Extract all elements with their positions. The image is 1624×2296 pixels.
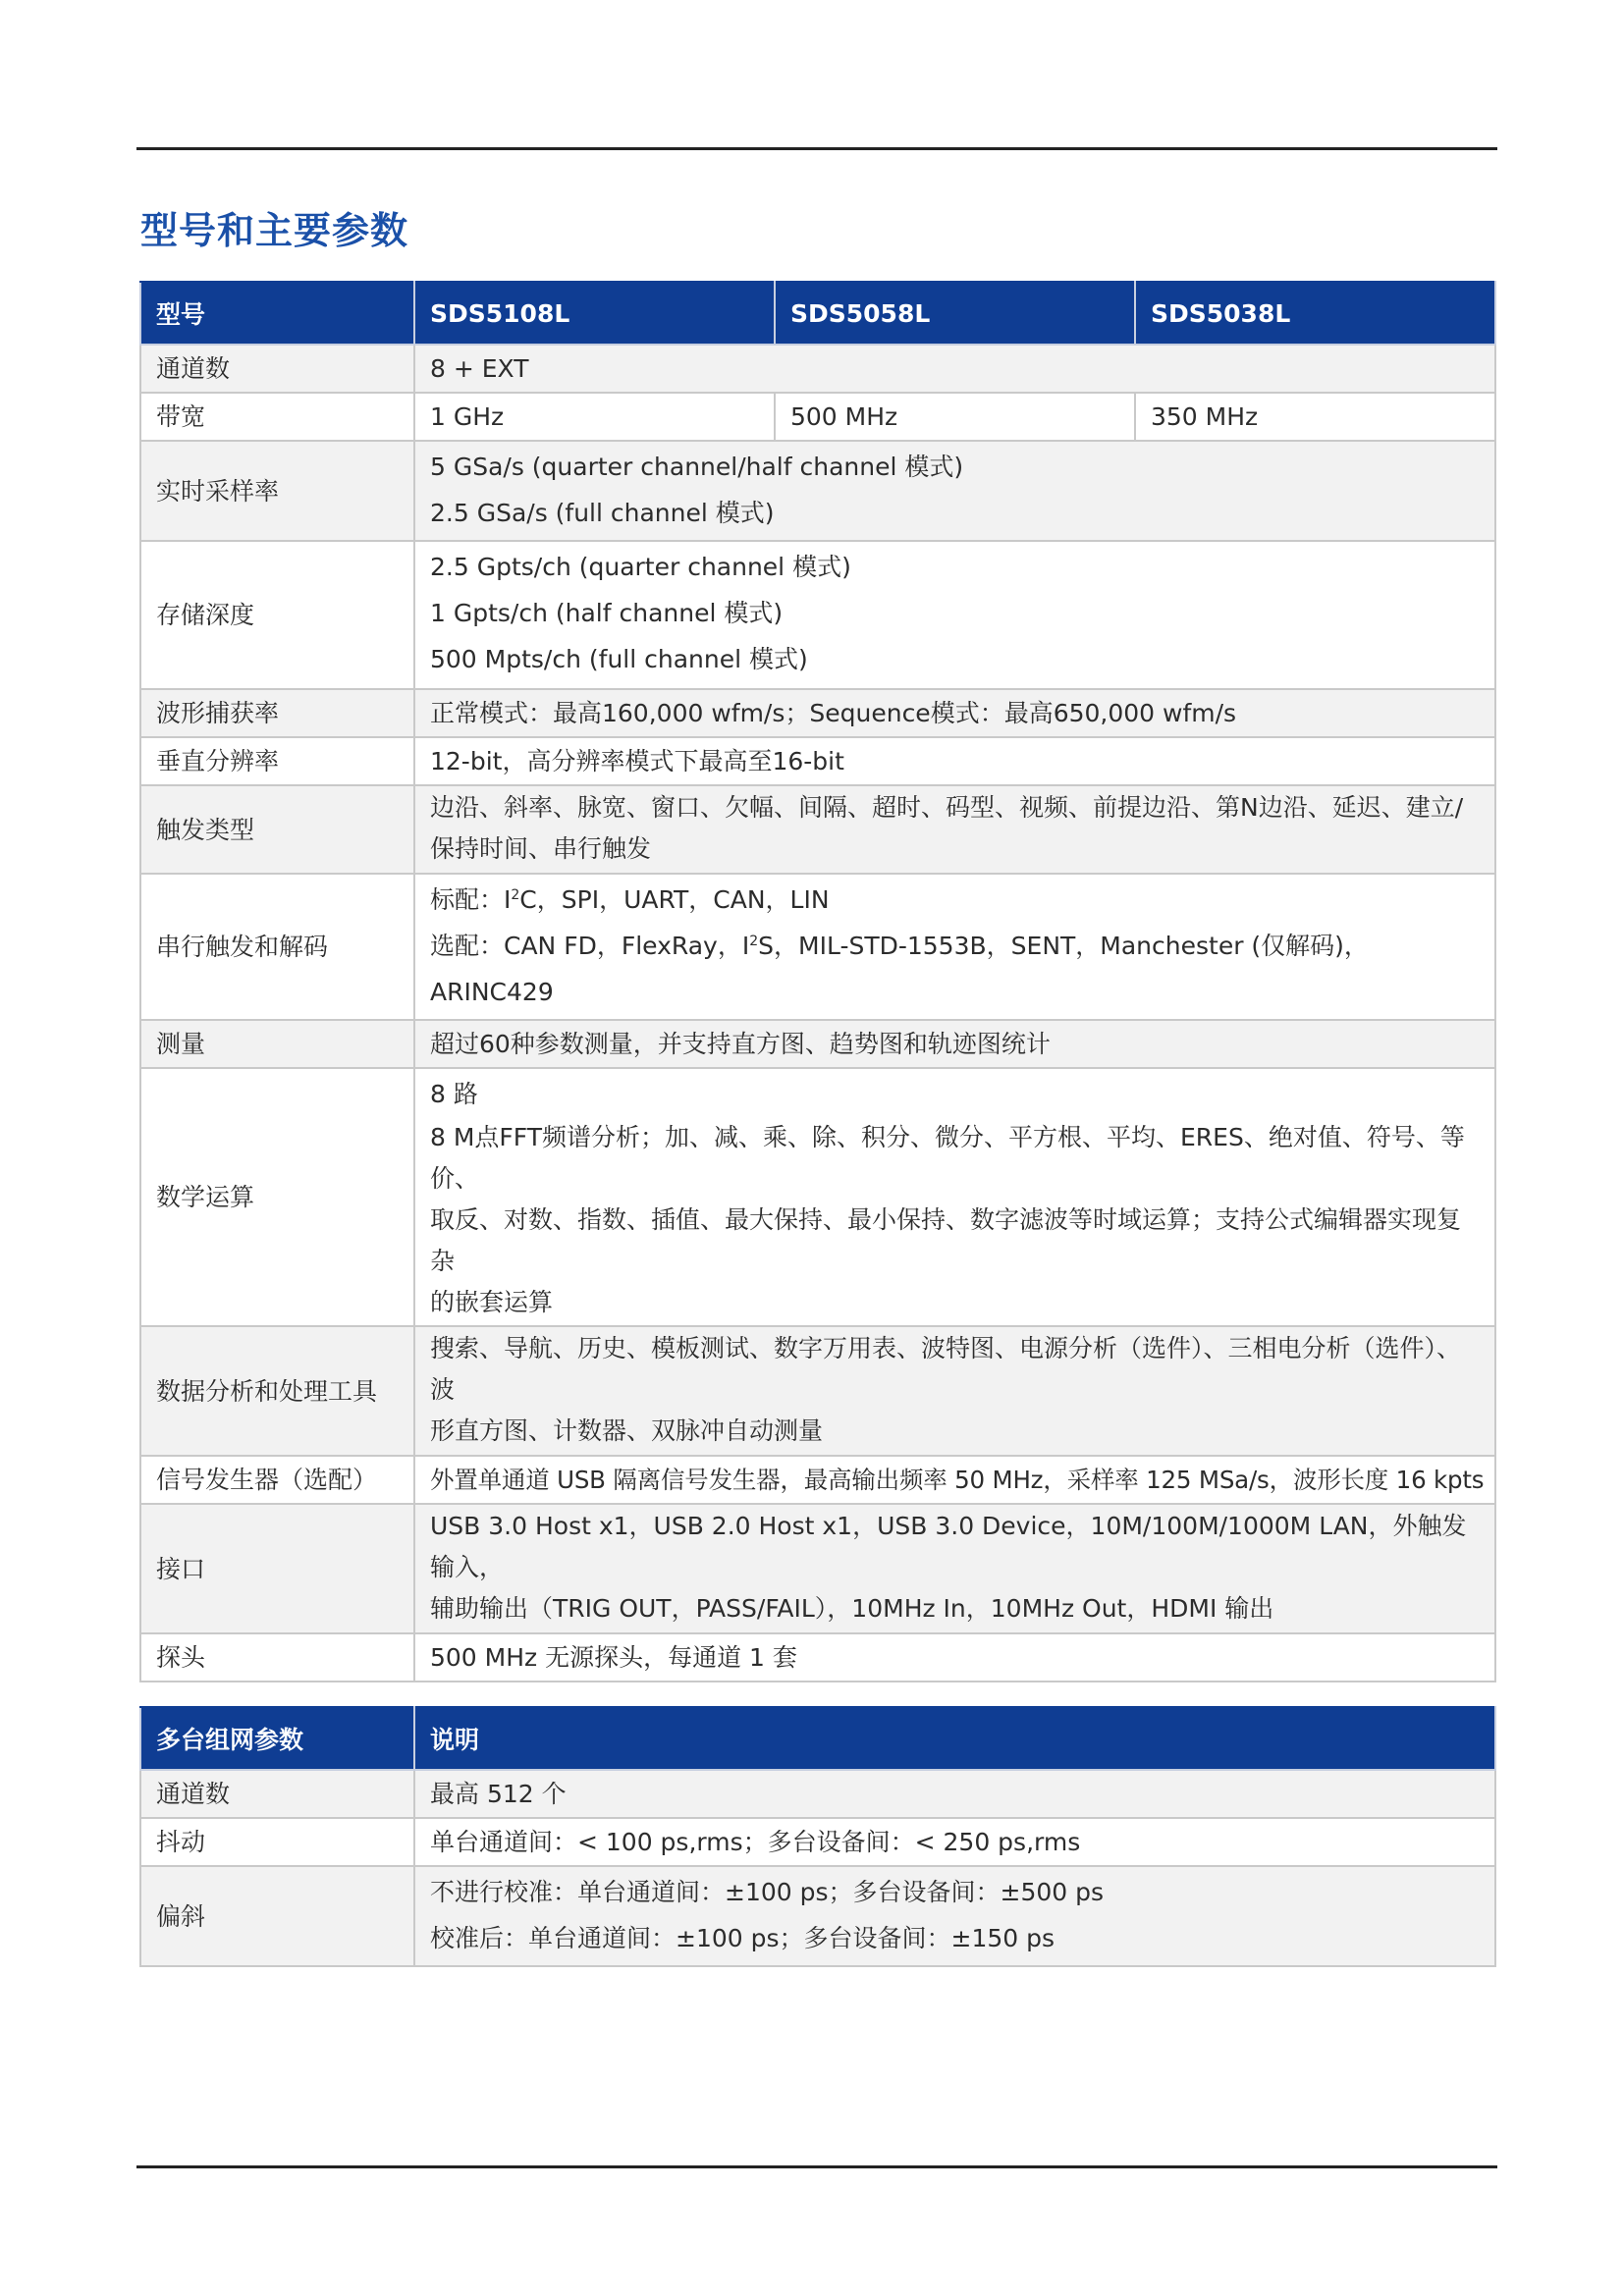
row-value-interfaces bbox=[414, 1504, 1495, 1633]
row-value-jitter: 单台通道间：< 100 ps,rms；多台设备间：< 250 ps,rms bbox=[414, 1818, 1495, 1866]
row-value-math bbox=[414, 1068, 1495, 1326]
footer-rule bbox=[136, 2165, 1497, 2168]
math-line: 取反、对数、指数、插值、最大保持、最小保持、数字滤波等时域运算；支持公式编辑器实现复杂 bbox=[430, 1205, 1462, 1275]
row-label-analysis-tools: 数据分析和处理工具 bbox=[140, 1326, 414, 1456]
row-label-sample-rate: 实时采样率 bbox=[140, 441, 414, 541]
table-row bbox=[140, 785, 1495, 874]
row-label-net-channels: 通道数 bbox=[140, 1770, 414, 1818]
row-label-serial-decode: 串行触发和解码 bbox=[140, 874, 414, 1020]
analysis-tools-line: 形直方图、计数器、双脉冲自动测量 bbox=[430, 1416, 824, 1445]
row-value-measurement: 超过60种参数测量，并支持直方图、趋势图和轨迹图统计 bbox=[414, 1020, 1495, 1068]
bandwidth-sds5108l: 1 GHz bbox=[414, 393, 775, 441]
trigger-types-line: 边沿、斜率、脉宽、窗口、欠幅、间隔、超时、码型、视频、前提边沿、第N边沿、延迟、建立/ bbox=[430, 793, 1464, 822]
table-row bbox=[140, 1456, 1495, 1504]
serial-decode-standard: 标配：$I^2C$，SPI，UART，CAN，LIN bbox=[430, 885, 830, 914]
math-line: 的嵌套运算 bbox=[430, 1288, 554, 1316]
header-model: 型号 bbox=[140, 282, 414, 345]
table-row bbox=[140, 874, 1495, 1020]
header-sds5038l: SDS5038L bbox=[1135, 282, 1495, 345]
row-value-memory-depth bbox=[414, 541, 1495, 689]
trigger-types-line: 保持时间、串行触发 bbox=[430, 834, 652, 863]
row-label-vertical-resolution: 垂直分辨率 bbox=[140, 737, 414, 785]
math-line: 8 M点FFT频谱分析；加、减、乘、除、积分、微分、平方根、平均、ERES、绝对值、符号、等价、 bbox=[430, 1123, 1465, 1193]
header-sds5058l: SDS5058L bbox=[775, 282, 1135, 345]
table-row bbox=[140, 1770, 1495, 1818]
sample-rate-line: 5 GSa/s (quarter channel/half channel 模式) bbox=[430, 453, 964, 481]
row-value-signal-generator: 外置单通道 USB 隔离信号发生器，最高输出频率 50 MHz，采样率 125 MSa/s，波形长度 16 kpts bbox=[414, 1456, 1495, 1504]
network-header-row bbox=[140, 1707, 1495, 1770]
network-table bbox=[139, 1706, 1496, 1967]
row-value-capture-rate: 正常模式：最高160,000 wfm/s；Sequence模式：最高650,000 wfm/s bbox=[414, 689, 1495, 737]
header-rule bbox=[136, 147, 1497, 150]
row-label-trigger-types: 触发类型 bbox=[140, 785, 414, 874]
memory-depth-line: 500 Mpts/ch (full channel 模式) bbox=[430, 645, 808, 673]
spec-table bbox=[139, 281, 1496, 1682]
row-value-serial-decode bbox=[414, 874, 1495, 1020]
serial-decode-optional: 选配：CAN FD，FlexRay，$I^2S$，MIL-STD-1553B，SENT，Manchester (仅解码)，ARINC429 bbox=[430, 932, 1369, 1006]
row-label-channels: 通道数 bbox=[140, 345, 414, 393]
row-label-capture-rate: 波形捕获率 bbox=[140, 689, 414, 737]
row-label-measurement: 测量 bbox=[140, 1020, 414, 1068]
row-value-net-channels: 最高 512 个 bbox=[414, 1770, 1495, 1818]
header-sds5108l: SDS5108L bbox=[414, 282, 775, 345]
table-row bbox=[140, 1068, 1495, 1326]
bandwidth-sds5038l: 350 MHz bbox=[1135, 393, 1495, 441]
row-label-skew: 偏斜 bbox=[140, 1866, 414, 1966]
memory-depth-line: 1 Gpts/ch (half channel 模式) bbox=[430, 599, 784, 627]
row-label-math: 数学运算 bbox=[140, 1068, 414, 1326]
memory-depth-line: 2.5 Gpts/ch (quarter channel 模式) bbox=[430, 553, 851, 581]
table-row bbox=[140, 541, 1495, 689]
table-row bbox=[140, 393, 1495, 441]
table-row bbox=[140, 1866, 1495, 1966]
row-value-analysis-tools bbox=[414, 1326, 1495, 1456]
table-row bbox=[140, 1020, 1495, 1068]
skew-line: 不进行校准：单台通道间：±100 ps；多台设备间：±500 ps bbox=[430, 1878, 1105, 1906]
analysis-tools-line: 搜索、导航、历史、模板测试、数字万用表、波特图、电源分析（选件）、三相电分析（选件）、波 bbox=[430, 1334, 1462, 1404]
table-row bbox=[140, 1633, 1495, 1682]
row-label-interfaces: 接口 bbox=[140, 1504, 414, 1633]
header-description: 说明 bbox=[414, 1707, 1495, 1770]
table-row bbox=[140, 1818, 1495, 1866]
row-value-channels: 8 + EXT bbox=[414, 345, 1495, 393]
row-label-probe: 探头 bbox=[140, 1633, 414, 1682]
sample-rate-line: 2.5 GSa/s (full channel 模式) bbox=[430, 499, 775, 527]
row-value-sample-rate bbox=[414, 441, 1495, 541]
row-value-trigger-types bbox=[414, 785, 1495, 874]
row-value-vertical-resolution: 12-bit，高分辨率模式下最高至16-bit bbox=[414, 737, 1495, 785]
table-row bbox=[140, 1326, 1495, 1456]
interfaces-line: 辅助输出（TRIG OUT，PASS/FAIL），10MHz In，10MHz Out，HDMI 输出 bbox=[430, 1594, 1274, 1623]
bandwidth-sds5058l: 500 MHz bbox=[775, 393, 1135, 441]
table-row bbox=[140, 1504, 1495, 1633]
table-row bbox=[140, 345, 1495, 393]
row-label-jitter: 抖动 bbox=[140, 1818, 414, 1866]
row-label-signal-generator: 信号发生器（选配） bbox=[140, 1456, 414, 1504]
math-line: 8 路 bbox=[430, 1080, 478, 1108]
table-row bbox=[140, 689, 1495, 737]
row-label-bandwidth: 带宽 bbox=[140, 393, 414, 441]
table-row bbox=[140, 441, 1495, 541]
table-row bbox=[140, 737, 1495, 785]
spec-header-row bbox=[140, 282, 1495, 345]
header-network-params: 多台组网参数 bbox=[140, 1707, 414, 1770]
row-value-probe: 500 MHz 无源探头，每通道 1 套 bbox=[414, 1633, 1495, 1682]
skew-line: 校准后：单台通道间：±100 ps；多台设备间：±150 ps bbox=[430, 1924, 1056, 1952]
row-label-memory-depth: 存储深度 bbox=[140, 541, 414, 689]
row-value-skew bbox=[414, 1866, 1495, 1966]
page-title: 型号和主要参数 bbox=[140, 209, 409, 252]
interfaces-line: USB 3.0 Host x1，USB 2.0 Host x1，USB 3.0 Device，10M/100M/1000M LAN，外触发输入， bbox=[430, 1512, 1467, 1581]
